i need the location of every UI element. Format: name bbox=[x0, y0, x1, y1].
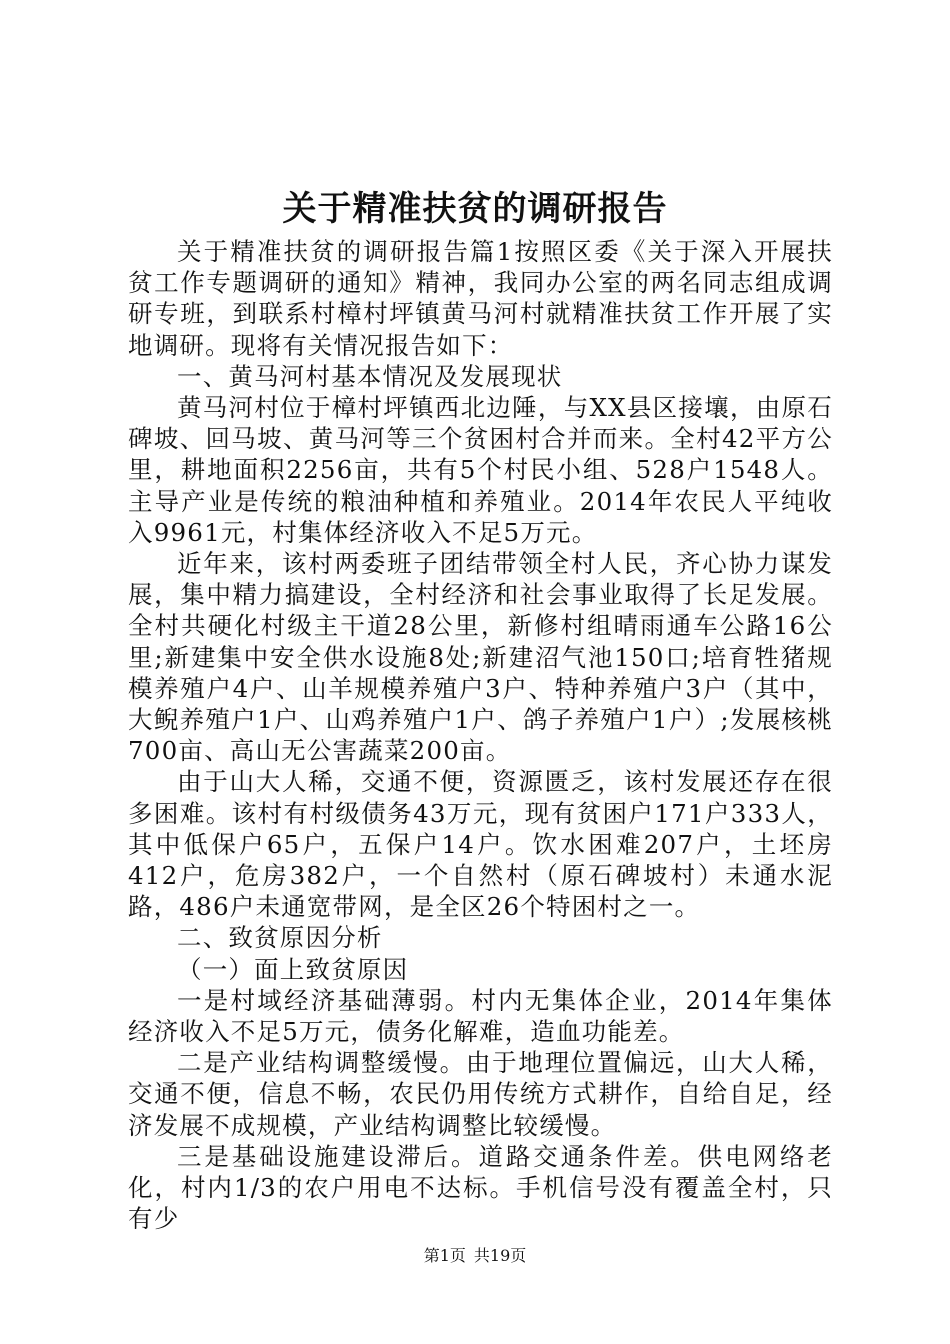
paragraph-cause-1: 一是村域经济基础薄弱。村内无集体企业，2014年集体经济收入不足5万元，债务化解难，造血功能差。 bbox=[128, 985, 833, 1047]
paragraph-village-overview: 黄马河村位于樟村坪镇西北边陲，与XX县区接壤，由原石碑坡、回马坡、黄马河等三个贫困村合并而来。全村42平方公里，耕地面积2256亩，共有5个村民小组、528户1548人。主导产业是传统的粮油种植和养殖业。2014年农民人平纯收入9961元，村集体经济收入不足5万元。 bbox=[128, 393, 833, 547]
page-footer bbox=[0, 1244, 950, 1268]
subsection-heading-1: （一）面上致贫原因 bbox=[177, 954, 409, 984]
paragraph-difficulties: 由于山大人稀，交通不便，资源匮乏，该村发展还存在很多困难。该村有村级债务43万元，现有贫困户171户333人，其中低保户65户，五保户14户。饮水困难207户，土坯房412户，危房382户，一个自然村（原石碑坡村）未通水泥路，486户未通宽带网，是全区26个特困村之一。 bbox=[128, 767, 833, 922]
section-heading-2: 二、致贫原因分析 bbox=[177, 923, 383, 953]
paragraph-cause-3: 三是基础设施建设滞后。道路交通条件差。供电网络老化，村内1/3的农户用电不达标。手机信号没有覆盖全村，只有少 bbox=[128, 1141, 833, 1234]
page-total: 共19页 bbox=[473, 1246, 527, 1265]
document-body bbox=[128, 236, 833, 1235]
page-number: 第1页 bbox=[423, 1246, 466, 1265]
paragraph-recent-development: 近年来，该村两委班子团结带领全村人民，齐心协力谋发展，集中精力搞建设，全村经济和社会事业取得了长足发展。全村共硬化村级主干道28公里，新修村组晴雨通车公路16公里;新建集中安全供水设施8处;新建沼气池150口;培育牲猪规模养殖户4户、山羊规模养殖户3户、特种养殖户3户（其中，大鲵养殖户1户、山鸡养殖户1户、鸽子养殖户1户）;发展核桃700亩、高山无公害蔬菜200亩。 bbox=[128, 549, 833, 766]
section-heading-1: 一、黄马河村基本情况及发展现状 bbox=[177, 361, 563, 391]
paragraph-intro: 关于精准扶贫的调研报告篇1按照区委《关于深入开展扶贫工作专题调研的通知》精神，我同办公室的两名同志组成调研专班，到联系村樟村坪镇黄马河村就精准扶贫工作开展了实地调研。现将有关情况报告如下： bbox=[128, 237, 833, 360]
paragraph-cause-2: 二是产业结构调整缓慢。由于地理位置偏远，山大人稀，交通不便，信息不畅，农民仍用传统方式耕作，自给自足，经济发展不成规模，产业结构调整比较缓慢。 bbox=[128, 1048, 833, 1140]
document-title: 关于精准扶贫的调研报告 bbox=[282, 189, 668, 229]
